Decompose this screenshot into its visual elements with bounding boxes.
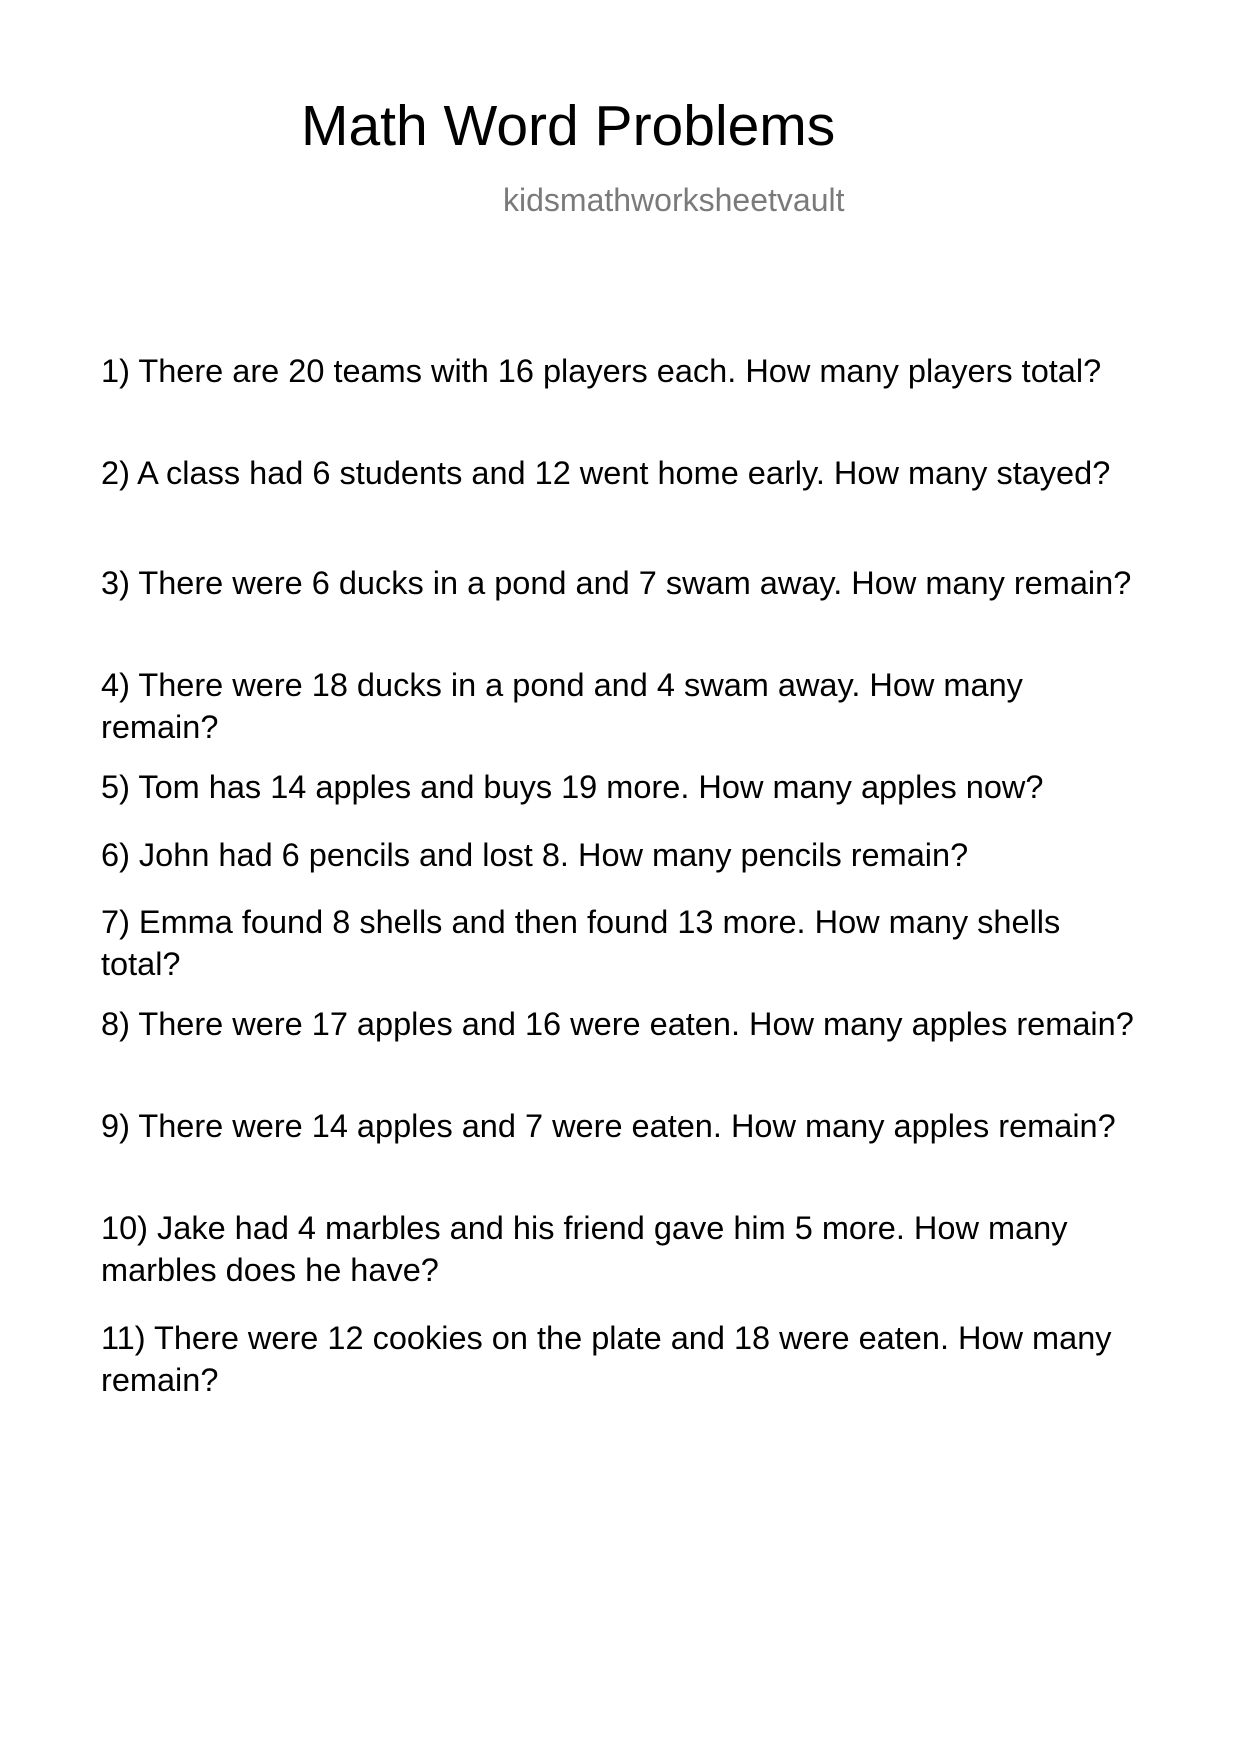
problem-11: 11) There were 12 cookies on the plate and 18 were eaten. How many remain? [101,1320,1112,1398]
problem-7: 7) Emma found 8 shells and then found 13 more. How many shells total? [101,904,1061,982]
problem-8: 8) There were 17 apples and 16 were eaten. How many apples remain? [101,1006,1134,1042]
problem-6: 6) John had 6 pencils and lost 8. How many pencils remain? [101,837,969,873]
problem-1: 1) There are 20 teams with 16 players each. How many players total? [101,353,1102,389]
problem-5: 5) Tom has 14 apples and buys 19 more. How many apples now? [101,769,1044,805]
source-label: kidsmathworksheetvault [503,182,845,218]
problem-10: 10) Jake had 4 marbles and his friend gave him 5 more. How many marbles does he have? [101,1210,1068,1288]
problem-4: 4) There were 18 ducks in a pond and 4 swam away. How many remain? [101,667,1023,745]
problem-9: 9) There were 14 apples and 7 were eaten. How many apples remain? [101,1108,1116,1144]
problem-3: 3) There were 6 ducks in a pond and 7 swam away. How many remain? [101,565,1132,601]
problem-2: 2) A class had 6 students and 12 went home early. How many stayed? [101,455,1111,491]
page-title: Math Word Problems [301,94,836,158]
